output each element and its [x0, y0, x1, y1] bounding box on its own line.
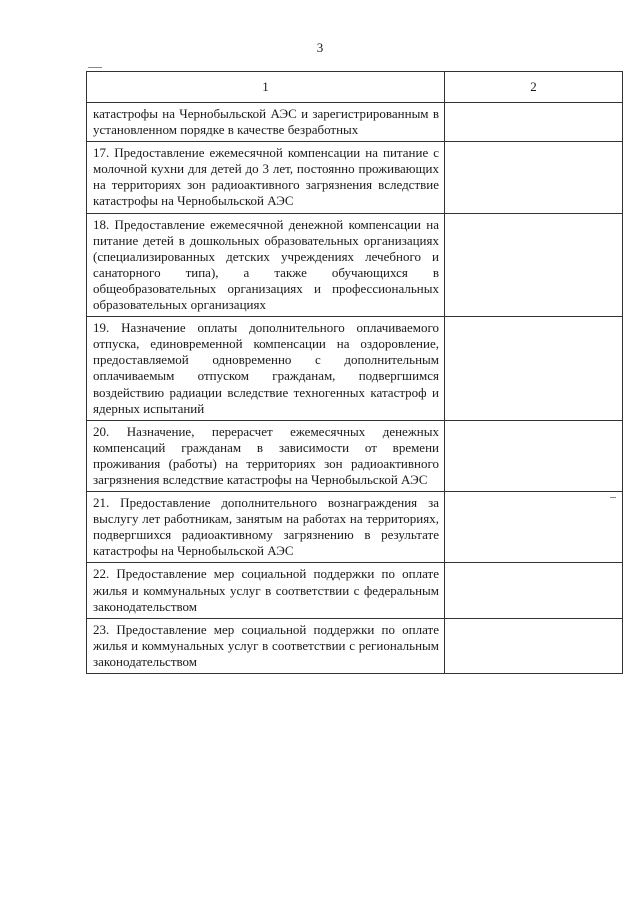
- value-cell: [445, 103, 623, 142]
- column-header-2: 2: [445, 72, 623, 103]
- service-text: 23. Предоставление мер социальной поддержки по оплате жилья и коммунальных услуг в соответствии с региональным законодательством: [93, 621, 439, 669]
- table-row: [87, 563, 623, 618]
- value-cell: [445, 618, 623, 673]
- service-cell: [87, 563, 445, 618]
- table-header-row: [87, 72, 623, 103]
- service-cell: [87, 142, 445, 213]
- service-text: 21. Предоставление дополнительного вознаграждения за выслугу лет работникам, занятым на работах на территориях, подвергшихся радиоактивному загрязнению в результате катастрофы на Чернобыльской АЭС: [93, 495, 439, 559]
- table-row: [87, 103, 623, 142]
- table-row: [87, 142, 623, 213]
- service-cell: [87, 213, 445, 317]
- value-cell: [445, 213, 623, 317]
- scan-mark: [88, 67, 102, 68]
- table-row: [87, 213, 623, 317]
- table-row: [87, 317, 623, 421]
- value-cell: [445, 492, 623, 563]
- service-text: 22. Предоставление мер социальной поддержки по оплате жилья и коммунальных услуг в соответствии с федеральным законодательством: [93, 566, 439, 614]
- table-row: [87, 618, 623, 673]
- column-header-1: 1: [87, 72, 445, 103]
- service-text: 18. Предоставление ежемесячной денежной компенсации на питание детей в дошкольных образовательных организациях (специализированных детских учреждениях лечебного и санаторного типа), а также обучающихся в общеобразовательных организациях и профессиональных образовательных организациях: [93, 216, 439, 313]
- table-row: [87, 492, 623, 563]
- value-cell: [445, 317, 623, 421]
- service-text: 19. Назначение оплаты дополнительного оплачиваемого отпуска, единовременной компенсации на оздоровление, предоставляемой одновременно с дополнительным оплачиваемым отпуском гражданам, подвергшимся воздействию радиации вследствие техногенных катастроф и ядерных испытаний: [93, 320, 439, 416]
- value-cell: [445, 563, 623, 618]
- service-cell: [87, 618, 445, 673]
- value-cell: [445, 420, 623, 491]
- service-cell: [87, 103, 445, 142]
- table-row: [87, 420, 623, 491]
- value-cell: [445, 142, 623, 213]
- services-table: [86, 71, 623, 674]
- service-cell: [87, 492, 445, 563]
- service-text: 20. Назначение, перерасчет ежемесячных денежных компенсаций гражданам в зависимости от времени проживания (работы) на территориях зон радиоактивного загрязнения вследствие катастрофы на Чернобыльской АЭС: [93, 423, 439, 487]
- service-cell: [87, 420, 445, 491]
- service-text: 17. Предоставление ежемесячной компенсации на питание с молочной кухни для детей до 3 лет, постоянно проживающих на территориях зон радиоактивного загрязнения вследствие катастрофы на Чернобыльской АЭС: [93, 145, 439, 209]
- page-number: 3: [316, 40, 324, 55]
- service-text: катастрофы на Чернобыльской АЭС и зарегистрированным в установленном порядке в качестве безработных: [93, 106, 439, 138]
- service-cell: [87, 317, 445, 421]
